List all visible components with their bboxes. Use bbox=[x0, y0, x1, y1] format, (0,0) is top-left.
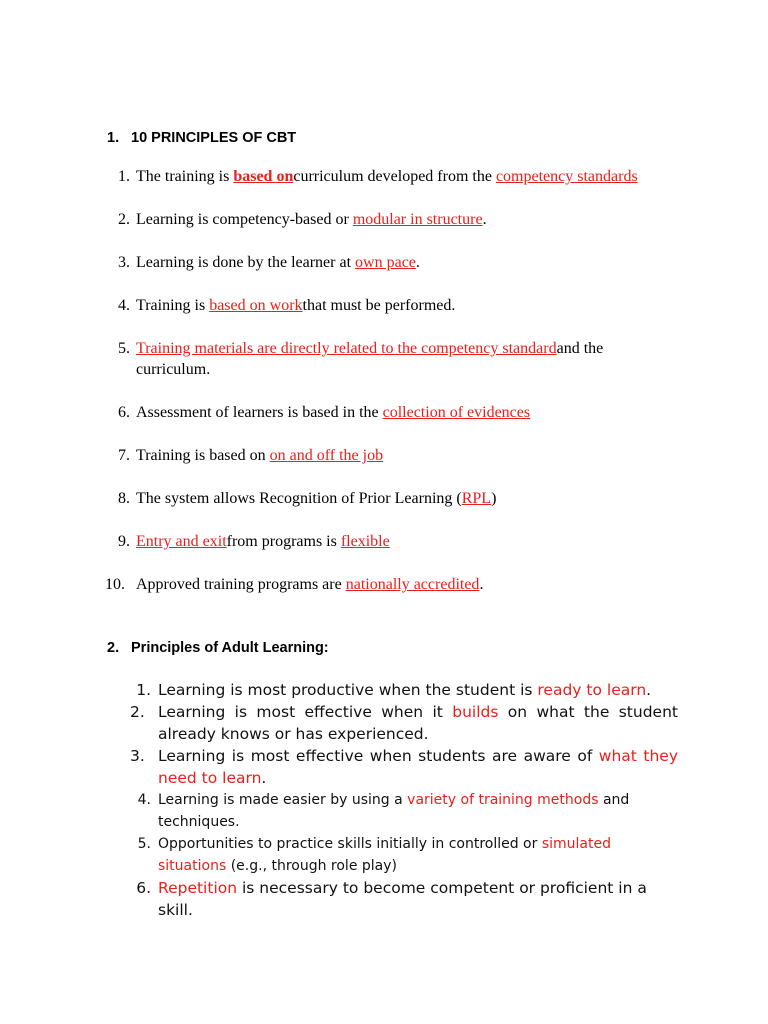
list-item bbox=[130, 789, 678, 833]
item-number: 8. bbox=[118, 490, 130, 507]
item-text: Learning is most effective when students are aware of bbox=[158, 747, 599, 765]
list-item bbox=[105, 338, 665, 380]
item-text: . bbox=[261, 769, 267, 787]
item-text: Approved training programs are bbox=[136, 576, 346, 593]
item-text: on what the student already knows or has experienced. bbox=[158, 703, 678, 743]
item-text: Learning is done by the learner at bbox=[136, 254, 356, 271]
list-item bbox=[105, 402, 665, 423]
list-item bbox=[130, 701, 678, 745]
item-number: 9. bbox=[118, 533, 130, 550]
highlight-text: based on bbox=[233, 168, 294, 185]
item-text: is necessary to become competent or proficient in a skill. bbox=[158, 879, 647, 919]
highlight-text: builds bbox=[452, 703, 499, 721]
section-number: 1. bbox=[107, 130, 120, 146]
highlight-text: Entry and exit bbox=[136, 533, 227, 550]
list-item bbox=[105, 531, 665, 552]
item-number: 3. bbox=[130, 747, 145, 765]
list-item bbox=[105, 295, 665, 316]
item-text: Training is based on bbox=[136, 447, 270, 464]
item-number: 2. bbox=[130, 703, 145, 721]
cbt-principles-list bbox=[105, 166, 665, 595]
item-text: Learning is made easier by using a bbox=[158, 792, 408, 808]
highlight-text: simulated situations bbox=[158, 836, 611, 874]
item-text: that must be performed. bbox=[302, 297, 456, 314]
item-number: 5. bbox=[118, 340, 130, 357]
item-text: (e.g., through role play) bbox=[226, 858, 397, 874]
highlight-text: flexible bbox=[340, 533, 390, 550]
list-item bbox=[105, 488, 665, 509]
item-text: curriculum developed from the bbox=[293, 168, 496, 185]
list-item bbox=[130, 833, 678, 877]
item-text: The system allows Recognition of Prior Learning ( bbox=[136, 490, 462, 507]
item-text: Training is bbox=[136, 297, 210, 314]
item-text: and the curriculum. bbox=[136, 340, 604, 378]
item-number: 6. bbox=[118, 404, 130, 421]
item-text: . bbox=[479, 576, 484, 593]
adult-learning-list bbox=[130, 679, 678, 921]
highlight-text: ready to learn bbox=[537, 681, 647, 699]
highlight-text: nationally accredited bbox=[345, 576, 480, 593]
section-title: Principles of Adult Learning: bbox=[131, 640, 329, 656]
item-text: ) bbox=[491, 490, 497, 507]
item-text: The training is bbox=[136, 168, 234, 185]
list-item bbox=[105, 252, 665, 273]
highlight-text: modular in structure bbox=[352, 211, 483, 228]
highlight-text: competency standards bbox=[495, 168, 638, 185]
highlight-text: based on work bbox=[209, 297, 303, 314]
list-item bbox=[105, 574, 665, 595]
list-item bbox=[105, 209, 665, 230]
item-text: Learning is most effective when it bbox=[158, 703, 453, 721]
list-item bbox=[130, 745, 678, 789]
list-item bbox=[130, 679, 678, 701]
highlight-text: own pace bbox=[355, 254, 416, 271]
item-text: . bbox=[482, 211, 487, 228]
item-text: Assessment of learners is based in the bbox=[136, 404, 383, 421]
section-number: 2. bbox=[107, 640, 120, 656]
item-number: 4. bbox=[118, 297, 130, 314]
item-text: . bbox=[646, 681, 652, 699]
item-number: 6. bbox=[136, 879, 151, 897]
list-item bbox=[130, 877, 678, 921]
section-heading-cbt bbox=[107, 130, 296, 146]
item-text: and techniques. bbox=[158, 792, 630, 830]
highlight-text: Repetition bbox=[158, 879, 238, 897]
item-text: . bbox=[415, 254, 420, 271]
highlight-text: RPL bbox=[461, 490, 492, 507]
highlight-text: variety of training methods bbox=[407, 792, 599, 808]
item-number: 2. bbox=[118, 211, 130, 228]
item-number: 3. bbox=[118, 254, 130, 271]
item-number: 7. bbox=[118, 447, 130, 464]
item-number: 5. bbox=[137, 836, 151, 852]
highlight-text: on and off the job bbox=[269, 447, 384, 464]
item-number: 4. bbox=[137, 792, 151, 808]
item-text: Learning is most productive when the student is bbox=[158, 681, 538, 699]
section-title: 10 PRINCIPLES OF CBT bbox=[131, 130, 297, 146]
highlight-text: collection of evidences bbox=[382, 404, 531, 421]
item-number: 10. bbox=[105, 576, 125, 593]
list-item bbox=[105, 445, 665, 466]
highlight-text: Training materials are directly related to the competency standard bbox=[136, 340, 557, 357]
item-text: Learning is competency-based or bbox=[136, 211, 353, 228]
item-number: 1. bbox=[136, 681, 151, 699]
item-text: Opportunities to practice skills initially in controlled or bbox=[158, 836, 542, 852]
item-text: from programs is bbox=[226, 533, 341, 550]
item-number: 1. bbox=[118, 168, 130, 185]
list-item bbox=[105, 166, 665, 187]
section-heading-adult-learning bbox=[107, 640, 329, 656]
highlight-text: what they need to learn bbox=[158, 747, 678, 787]
